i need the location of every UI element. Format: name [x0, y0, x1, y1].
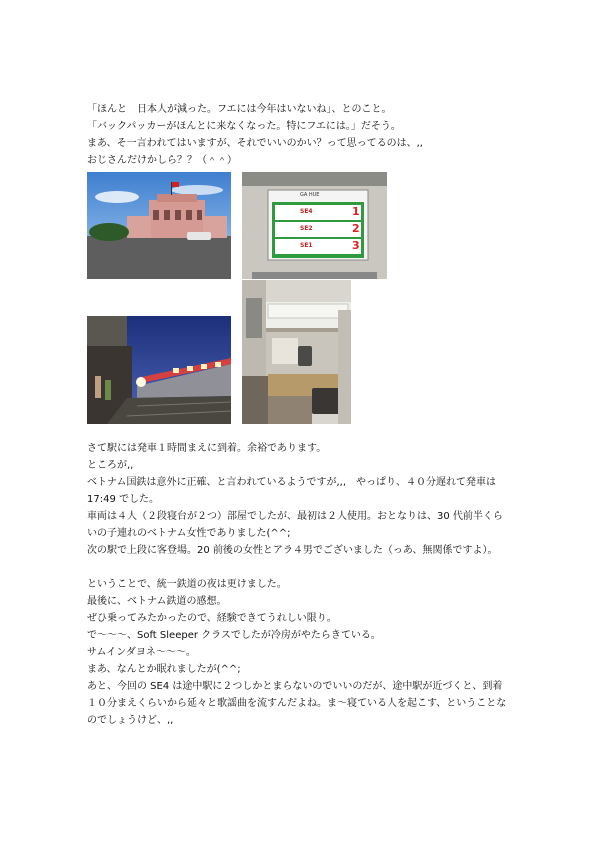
body-line-10: で〜〜〜、Soft Sleeper クラスでしたが冷房がやたらきている。 — [87, 630, 381, 641]
board-row-1-number: 1 — [352, 205, 360, 218]
board-title: GA HUE — [300, 192, 320, 198]
departure-board-photo — [242, 172, 387, 279]
station-building-photo — [87, 172, 231, 279]
body-line-5: 次の駅で上段に客登場。20 前後の女性とアラ４男でございました（っあ、無関係ですよ）。 — [87, 545, 498, 556]
board-row-1-code: SE4 — [300, 208, 313, 215]
body-line-4: 車両は４人（２段寝台が２つ）部屋でしたが、最初は２人使用。おとなりは、30 代前半くらいの子連れのベトナム女性でありました(^^; — [87, 511, 503, 539]
body-line-2: ところが,, — [87, 460, 134, 471]
body-text — [87, 440, 512, 729]
intro-line-4: おじさんだけかしら？？（＾＾） — [87, 155, 237, 166]
sleeper-cabin-photo — [242, 280, 351, 424]
board-row-3-number: 3 — [352, 239, 360, 252]
board-row-2-number: 2 — [352, 222, 360, 235]
body-line-12: まあ、なんとか眠れましたが(^^; — [87, 664, 241, 675]
body-line-9: ぜひ乗ってみたかったので、経験できてうれしい限り。 — [87, 613, 337, 624]
body-line-11: サムインダヨネ〜〜〜。 — [87, 647, 196, 658]
train-platform-photo — [87, 316, 231, 424]
body-blank-line — [87, 559, 512, 576]
intro-line-3: まあ、そ一言われてはいますが、それでいいのかい？って思ってるのは、,, — [87, 138, 423, 149]
intro-line-1: 「ほんと 日本人が減った。フエには今年はいないね」、とのこと。 — [87, 104, 392, 115]
intro-line-2: 「バックパッカーがほんとに来なくなった。特にフエには。」だそう。 — [87, 121, 401, 132]
body-line-13: あと、今回の SE4 は途中駅に２つしかとまらないのでいいのだが、途中駅が近づくと、到着１０分まえくらいから延々と歌謡曲を流すんだよね。ま〜寝ている人を起こす、ということなのでしょうけど、,, — [87, 681, 507, 726]
body-line-7: ということで、統一鉄道の夜は更けました。 — [87, 579, 287, 590]
board-row-2-code: SE2 — [300, 225, 313, 232]
body-line-8: 最後に、ベトナム鉄道の感想。 — [87, 596, 227, 607]
body-line-3: ベトナム国鉄は意外に正確、と言われているようですが,,, やっぱり、４０分遅れて発車は 17:49 でした。 — [87, 477, 497, 505]
body-line-1: さて駅には発車１時間まえに到着。余裕であります。 — [87, 443, 327, 454]
board-row-3-code: SE1 — [300, 242, 313, 249]
